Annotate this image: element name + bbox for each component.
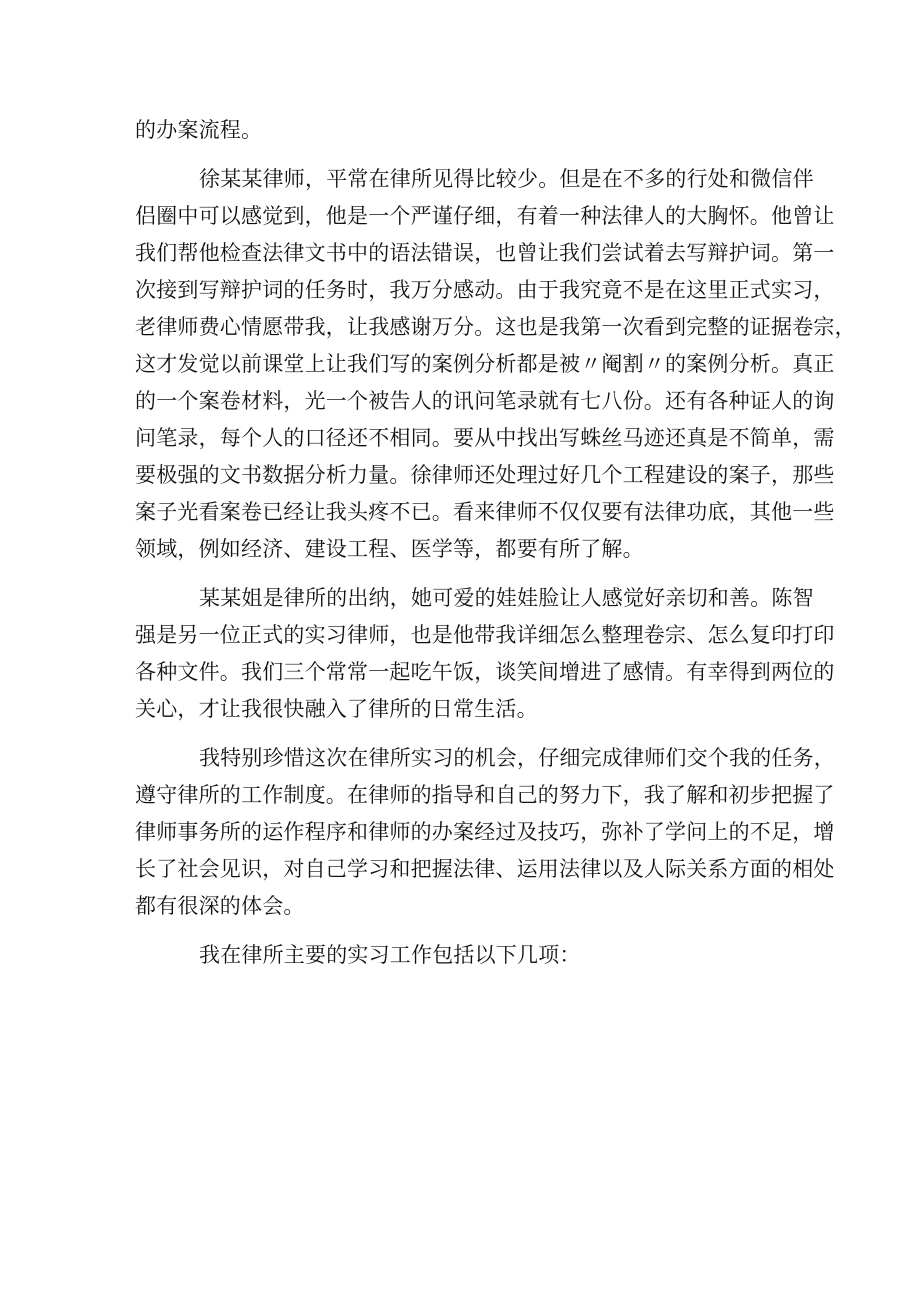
paragraph-first-line: 我在律所主要的实习工作包括以下几项： [199,943,581,967]
document-body [135,112,856,974]
text-line: 的办案流程。 [135,118,263,142]
text-line: 长了社会见识，对自己学习和把握法律、运用法律以及人际关系方面的相处 [135,857,835,881]
paragraph-gap [135,149,785,161]
text-line: 老律师费心情愿带我，让我感谢万分。这也是我第一次看到完整的证据卷宗， [135,315,856,339]
text-line: 律师事务所的运作程序和律师的办案经过及技巧，弥补了学问上的不足，增 [135,820,835,844]
text-line: 领域，例如经济、建设工程、医学等，都要有所了解。 [135,537,644,561]
paragraph-first-line: 徐某某律师，平常在律所见得比较少。但是在不多的行处和微信伴 [199,167,814,191]
text-line: 我们帮他检查法律文书中的语法错误，也曾让我们尝试着去写辩护词。第一 [135,241,835,265]
text-line: 次接到写辩护词的任务时，我万分感动。由于我究竟不是在这里正式实习， [135,278,835,302]
text-line: 这才发觉以前课堂上让我们写的案例分析都是被〃阉割〃的案例分析。真正 [135,352,835,376]
paragraph-gap [135,925,785,937]
text-line: 要极强的文书数据分析力量。徐律师还处理过好几个工程建设的案子，那些 [135,463,835,487]
text-line: 强是另一位正式的实习律师，也是他带我详细怎么整理卷宗、怎么复印打印 [135,623,835,647]
text-line: 问笔录，每个人的口径还不相同。要从中找出写蛛丝马迹还真是不简单，需 [135,426,835,450]
text-line: 侣圈中可以感觉到，他是一个严谨仔细，有着一种法律人的大胸怀。他曾让 [135,204,835,228]
paragraph-first-line: 我特别珍惜这次在律所实习的机会，仔细完成律师们交个我的任务， [199,746,835,770]
paragraph-gap [135,568,785,580]
paragraph-first-line: 某某姐是律所的出纳，她可爱的娃娃脸让人感觉好亲切和善。陈智 [199,586,814,610]
text-line: 案子光看案卷已经让我头疼不已。看来律师不仅仅要有法律功底，其他一些 [135,500,835,524]
text-line: 各种文件。我们三个常常一起吃午饭，谈笑间增进了感情。有幸得到两位的 [135,660,835,684]
text-line: 遵守律所的工作制度。在律师的指导和自己的努力下，我了解和初步把握了 [135,783,835,807]
text-line: 都有很深的体会。 [135,894,305,918]
text-line: 的一个案卷材料，光一个被告人的讯问笔录就有七八份。还有各种证人的询 [135,389,835,413]
paragraph-gap [135,728,785,740]
text-line: 关心，才让我很快融入了律所的日常生活。 [135,697,538,721]
